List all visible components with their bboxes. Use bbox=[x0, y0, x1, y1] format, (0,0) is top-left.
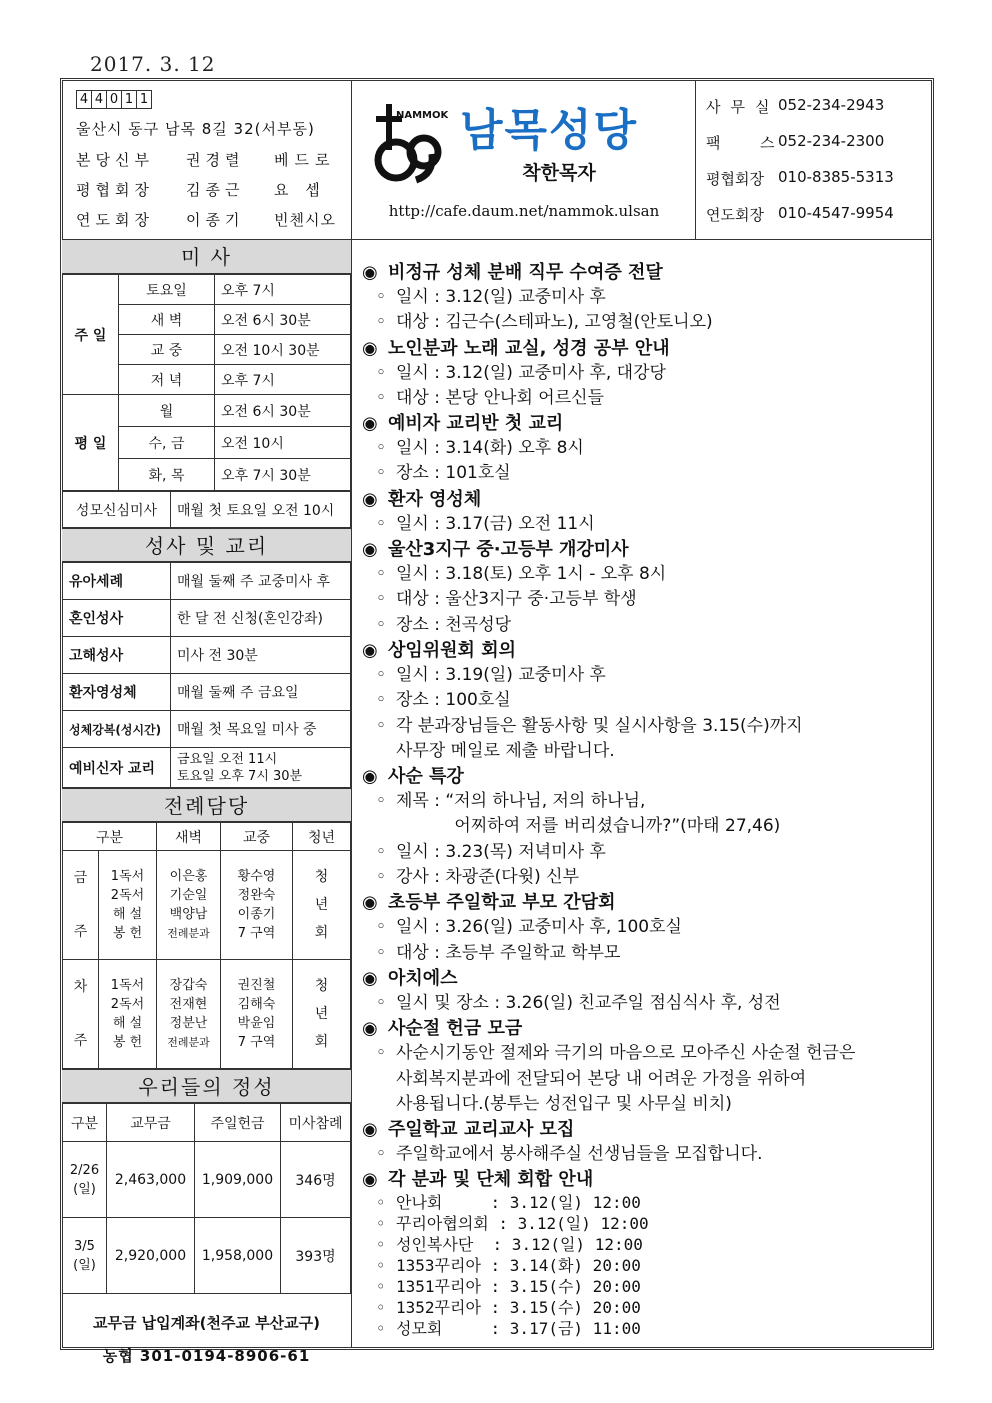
small-circle-bullet-icon: ◦ bbox=[376, 1319, 386, 1339]
meeting-item bbox=[362, 1255, 932, 1276]
motto: 착한목자 bbox=[522, 162, 596, 184]
notice-line-text: 각 분과장님들은 활동사항 및 실시사항을 3.15(수)까지 bbox=[396, 715, 803, 736]
sacrament-desc: 한 달 전 신청(혼인강좌) bbox=[171, 600, 351, 637]
liturgy-dawn bbox=[157, 960, 221, 1069]
sacrament-desc bbox=[171, 748, 351, 788]
liturgy-person: 박윤임 bbox=[237, 1016, 276, 1031]
liturgy-person: 백양남 bbox=[169, 907, 208, 922]
target-bullet-icon: ◉ bbox=[362, 488, 378, 510]
notice-title bbox=[362, 1167, 932, 1192]
notice-title-text: 주일학교 교리교사 모집 bbox=[388, 1119, 575, 1141]
contact-row bbox=[706, 204, 894, 225]
liturgy-person: 7 구역 bbox=[237, 926, 276, 941]
notice-line bbox=[362, 1041, 932, 1066]
mass-section-title: 미 사 bbox=[62, 240, 351, 274]
small-circle-bullet-icon: ◦ bbox=[376, 564, 387, 585]
sacrament-desc: 매월 둘째 주 금요일 bbox=[171, 674, 351, 711]
offering-header: 주일헌금 bbox=[195, 1104, 281, 1142]
notice-line bbox=[362, 613, 932, 638]
zip-digit: 4 bbox=[91, 90, 107, 109]
meeting-text: 성인복사단 : 3.12(일) 12:00 bbox=[396, 1235, 643, 1255]
liturgy-person: 전례분과 bbox=[167, 927, 210, 940]
notice-title-text: 예비자 교리반 첫 교리 bbox=[388, 413, 564, 435]
small-circle-bullet-icon: ◦ bbox=[376, 589, 387, 610]
small-circle-bullet-icon: ◦ bbox=[376, 841, 387, 862]
notice-title bbox=[362, 487, 932, 512]
liturgy-header: 구분 bbox=[63, 823, 157, 851]
special-mass-label: 성모신심미사 bbox=[63, 492, 171, 528]
header-contact-block bbox=[696, 80, 932, 240]
small-circle-bullet-icon: ◦ bbox=[376, 387, 387, 408]
mass-day: 화, 목 bbox=[119, 459, 215, 491]
meeting-item bbox=[362, 1297, 932, 1318]
sacrament-desc-line: 토요일 오후 7시 30분 bbox=[177, 768, 303, 784]
zip-digit: 4 bbox=[76, 90, 92, 109]
liturgy-role: 봉 헌 bbox=[112, 926, 143, 941]
notice-line-text: 일시 : 3.17(금) 오전 11시 bbox=[396, 513, 595, 534]
meeting-text: 꾸리아협의회 : 3.12(일) 12:00 bbox=[396, 1214, 649, 1234]
target-bullet-icon: ◉ bbox=[362, 337, 378, 359]
staff-baptismal: 베드로 bbox=[274, 151, 336, 169]
offering-dues: 2,463,000 bbox=[107, 1142, 195, 1218]
small-circle-bullet-icon: ◦ bbox=[376, 867, 387, 888]
offering-table bbox=[62, 1103, 351, 1294]
target-bullet-icon: ◉ bbox=[362, 262, 378, 283]
notice-title-text: 노인분과 노래 교실, 성경 공부 안내 bbox=[388, 337, 670, 359]
sunday-label: 주 일 bbox=[63, 275, 119, 395]
target-bullet-icon: ◉ bbox=[362, 539, 378, 561]
weekday-label: 평 일 bbox=[63, 395, 119, 491]
notice-line-text: 일시 : 3.18(토) 오후 1시 - 오후 8시 bbox=[396, 564, 667, 585]
notice-line bbox=[362, 865, 932, 890]
small-circle-bullet-icon: ◦ bbox=[376, 1214, 386, 1234]
contact-number: 052-234-2943 bbox=[778, 96, 885, 114]
meeting-text: 안나회 : 3.12(일) 12:00 bbox=[396, 1193, 641, 1213]
notice-title bbox=[362, 966, 932, 991]
notice-continuation: 어찌하여 저를 버리셨습니까?”(마태 27,46) bbox=[422, 816, 781, 837]
sacrament-name: 성체강복(성시간) bbox=[63, 711, 171, 748]
mass-time: 오전 10시 bbox=[215, 427, 351, 459]
zip-code bbox=[76, 90, 151, 109]
sacrament-desc: 매월 첫 목요일 미사 중 bbox=[171, 711, 351, 748]
small-circle-bullet-icon: ◦ bbox=[376, 992, 387, 1013]
notice-line bbox=[362, 714, 932, 739]
liturgy-youth-char: 년 bbox=[314, 1006, 329, 1022]
liturgy-person: 전재현 bbox=[169, 997, 208, 1012]
target-bullet-icon: ◉ bbox=[362, 1169, 378, 1191]
offering-date-value: 2/26 bbox=[69, 1162, 100, 1178]
notice-line bbox=[362, 386, 932, 411]
notice-title bbox=[362, 890, 932, 915]
liturgy-dawn bbox=[157, 851, 221, 960]
mass-table bbox=[62, 274, 351, 491]
contact-label: 사무실 bbox=[706, 98, 780, 116]
notice-line-text: 대상 : 울산3지구 중·고등부 학생 bbox=[396, 589, 637, 610]
mass-time: 오전 6시 30분 bbox=[215, 305, 351, 335]
liturgy-role: 1독서 bbox=[110, 869, 145, 884]
small-circle-bullet-icon: ◦ bbox=[376, 438, 387, 459]
sacrament-name: 환자영성체 bbox=[63, 674, 171, 711]
mass-day: 월 bbox=[119, 395, 215, 427]
offering-sunday: 1,909,000 bbox=[195, 1142, 281, 1218]
staff-row bbox=[76, 179, 326, 200]
mass-time: 오후 7시 bbox=[215, 365, 351, 395]
small-circle-bullet-icon: ◦ bbox=[376, 942, 387, 963]
liturgy-person: 김해숙 bbox=[237, 997, 276, 1012]
liturgy-person: 정분난 bbox=[169, 1016, 208, 1031]
notice-line bbox=[362, 663, 932, 688]
target-bullet-icon: ◉ bbox=[362, 1018, 378, 1040]
staff-role: 평협회장 bbox=[76, 181, 154, 199]
staff-role: 본당신부 bbox=[76, 151, 154, 169]
sacrament-name: 고해성사 bbox=[63, 637, 171, 674]
notice-title-text: 초등부 주일학교 부모 간담회 bbox=[388, 892, 616, 914]
small-circle-bullet-icon: ◦ bbox=[376, 614, 387, 635]
notice-line-text: 사순시기동안 절제와 극기의 마음으로 모아주신 사순절 헌금은 bbox=[396, 1043, 856, 1064]
small-circle-bullet-icon: ◦ bbox=[376, 664, 387, 685]
account-number: 농협 301-0194-8906-61 bbox=[102, 1347, 311, 1365]
meeting-text: 성모회 : 3.17(금) 11:00 bbox=[396, 1319, 641, 1339]
small-circle-bullet-icon: ◦ bbox=[376, 1043, 387, 1064]
mass-time: 오전 6시 30분 bbox=[215, 395, 351, 427]
small-circle-bullet-icon: ◦ bbox=[376, 1235, 386, 1255]
notice-line bbox=[362, 1142, 932, 1167]
meeting-item bbox=[362, 1276, 932, 1297]
notice-continuation: 사무장 메일로 제출 바랍니다. bbox=[396, 740, 615, 761]
staff-role: 연도회장 bbox=[76, 211, 154, 229]
notice-line bbox=[362, 562, 932, 587]
offering-date bbox=[63, 1142, 107, 1218]
special-mass-table bbox=[62, 491, 351, 528]
mass-time: 오전 10시 30분 bbox=[215, 335, 351, 365]
left-column bbox=[62, 240, 352, 1365]
notice-line-text: 제목 : “저의 하나님, 저의 하나님, bbox=[396, 791, 646, 812]
liturgy-role: 2독서 bbox=[110, 997, 145, 1012]
header-title-block bbox=[352, 80, 696, 240]
notice-line bbox=[362, 436, 932, 461]
zip-digit: 1 bbox=[136, 90, 152, 109]
meeting-item bbox=[362, 1234, 932, 1255]
notice-title-text: 사순 특강 bbox=[388, 766, 464, 788]
notice-continuation: 사회복지분과에 전달되어 본당 내 어려운 가정을 위하여 bbox=[396, 1068, 807, 1089]
liturgy-person: 정완숙 bbox=[237, 888, 276, 903]
notice-line-text: 강사 : 차광준(다윗) 신부 bbox=[396, 867, 580, 888]
liturgy-header: 새벽 bbox=[157, 823, 221, 851]
liturgy-youth-char: 청 bbox=[314, 869, 329, 885]
target-bullet-icon: ◉ bbox=[362, 967, 378, 989]
liturgy-person: 전례분과 bbox=[167, 1036, 210, 1049]
notice-line bbox=[362, 991, 932, 1016]
offering-attendance: 393명 bbox=[281, 1218, 351, 1294]
notice-title bbox=[362, 411, 932, 436]
notice-title bbox=[362, 764, 932, 789]
notice-title-text: 환자 영성체 bbox=[388, 488, 482, 510]
church-name: 남목성당 bbox=[460, 105, 639, 156]
notice-continuation: 사용됩니다.(봉투는 성전입구 및 사무실 비치) bbox=[396, 1093, 732, 1114]
liturgy-main bbox=[221, 851, 293, 960]
contact-number: 010-4547-9954 bbox=[778, 204, 894, 222]
target-bullet-icon: ◉ bbox=[362, 413, 378, 435]
special-mass-time: 매월 첫 토요일 오전 10시 bbox=[171, 492, 351, 528]
liturgy-role: 봉 헌 bbox=[112, 1035, 143, 1050]
small-circle-bullet-icon: ◦ bbox=[376, 690, 387, 711]
small-circle-bullet-icon: ◦ bbox=[376, 312, 387, 333]
small-circle-bullet-icon: ◦ bbox=[376, 1144, 387, 1165]
mass-day: 저 녁 bbox=[119, 365, 215, 395]
staff-name: 이종기 bbox=[186, 211, 245, 229]
sacrament-desc: 매월 둘째 주 교중미사 후 bbox=[171, 563, 351, 600]
notice-line bbox=[362, 688, 932, 713]
small-circle-bullet-icon: ◦ bbox=[376, 1298, 386, 1318]
small-circle-bullet-icon: ◦ bbox=[376, 917, 387, 938]
notice-line bbox=[362, 361, 932, 386]
zip-digit: 0 bbox=[106, 90, 122, 109]
notice-line bbox=[362, 512, 932, 537]
notice-line bbox=[362, 941, 932, 966]
liturgy-person: 이은홍 bbox=[169, 869, 208, 884]
notice-line bbox=[362, 310, 932, 335]
notice-line-text: 주일학교에서 봉사해주실 선생님들을 모집합니다. bbox=[396, 1144, 763, 1165]
meeting-item bbox=[362, 1213, 932, 1234]
account-title: 교무금 납입계좌(천주교 부산교구) bbox=[92, 1314, 321, 1332]
contact-label: 연도회장 bbox=[706, 206, 764, 224]
contact-label: 팩 스 bbox=[706, 134, 785, 152]
target-bullet-icon: ◉ bbox=[362, 766, 378, 788]
notice-title bbox=[362, 260, 932, 285]
liturgy-section-title: 전례담당 bbox=[62, 788, 351, 822]
notice-line-text: 대상 : 본당 안나회 어르신들 bbox=[396, 387, 604, 408]
mass-time: 오후 7시 30분 bbox=[215, 459, 351, 491]
liturgy-table bbox=[62, 822, 351, 1069]
notice-line-text: 일시 및 장소 : 3.26(일) 친교주일 점심식사 후, 성전 bbox=[396, 992, 781, 1013]
staff-baptismal: 요 셉 bbox=[274, 181, 326, 199]
meeting-item bbox=[362, 1192, 932, 1213]
notice-line bbox=[362, 840, 932, 865]
notice-title bbox=[362, 638, 932, 663]
zip-digit: 1 bbox=[121, 90, 137, 109]
address: 울산시 동구 남목 8길 32(서부동) bbox=[76, 120, 315, 138]
notice-line-text: 장소 : 100호실 bbox=[396, 690, 511, 711]
liturgy-person: 7 구역 bbox=[237, 1035, 276, 1050]
small-circle-bullet-icon: ◦ bbox=[376, 463, 387, 484]
sacrament-desc-line: 금요일 오전 11시 bbox=[177, 751, 278, 767]
small-circle-bullet-icon: ◦ bbox=[376, 1193, 386, 1213]
liturgy-week-label bbox=[63, 960, 99, 1069]
notice-line-text: 일시 : 3.12(일) 교중미사 후, 대강당 bbox=[396, 362, 666, 383]
liturgy-person: 권진철 bbox=[237, 978, 276, 993]
offering-header: 교무금 bbox=[107, 1104, 195, 1142]
small-circle-bullet-icon: ◦ bbox=[376, 287, 387, 307]
logo-text: NAMMOK bbox=[396, 110, 448, 121]
small-circle-bullet-icon: ◦ bbox=[376, 715, 387, 736]
notice-line-text: 대상 : 초등부 주일학교 학부모 bbox=[396, 942, 621, 963]
liturgy-role: 해 설 bbox=[112, 1016, 143, 1031]
staff-name: 김종근 bbox=[186, 181, 245, 199]
offering-day-value: (일) bbox=[73, 1257, 96, 1273]
liturgy-youth bbox=[293, 960, 351, 1069]
staff-name: 권경렬 bbox=[186, 151, 245, 169]
notice-line-text: 일시 : 3.14(화) 오후 8시 bbox=[396, 438, 584, 459]
staff-row bbox=[76, 209, 336, 230]
liturgy-role: 1독서 bbox=[110, 978, 145, 993]
target-bullet-icon: ◉ bbox=[362, 1119, 378, 1141]
notice-line bbox=[362, 461, 932, 486]
notice-line-text: 일시 : 3.23(목) 저녁미사 후 bbox=[396, 841, 606, 862]
offering-section-title: 우리들의 정성 bbox=[62, 1069, 351, 1103]
small-circle-bullet-icon: ◦ bbox=[376, 1277, 386, 1297]
sacrament-name: 혼인성사 bbox=[63, 600, 171, 637]
liturgy-person: 이종기 bbox=[237, 907, 276, 922]
sacrament-name: 유아세례 bbox=[63, 563, 171, 600]
contact-row bbox=[706, 96, 884, 117]
notice-line-text: 일시 : 3.19(일) 교중미사 후 bbox=[396, 664, 606, 685]
mass-time: 오후 7시 bbox=[215, 275, 351, 305]
meeting-text: 1351꾸리아 : 3.15(수) 20:00 bbox=[396, 1277, 641, 1297]
notice-line bbox=[362, 587, 932, 612]
sacrament-desc: 미사 전 30분 bbox=[171, 637, 351, 674]
notice-title-text: 아치에스 bbox=[388, 967, 458, 989]
target-bullet-icon: ◉ bbox=[362, 892, 378, 914]
liturgy-week-label-top: 금 bbox=[73, 870, 88, 886]
notices-column bbox=[362, 260, 932, 1339]
offering-day-value: (일) bbox=[73, 1181, 96, 1197]
contact-number: 052-234-2300 bbox=[778, 132, 885, 150]
notice-line-text: 장소 : 101호실 bbox=[396, 463, 511, 484]
liturgy-role: 해 설 bbox=[112, 907, 143, 922]
offering-attendance: 346명 bbox=[281, 1142, 351, 1218]
sacrament-section-title: 성사 및 교리 bbox=[62, 528, 351, 562]
contact-label: 평협회장 bbox=[706, 170, 764, 188]
liturgy-week-label-bottom: 주 bbox=[73, 924, 88, 940]
liturgy-youth-char: 회 bbox=[314, 1034, 329, 1050]
liturgy-person: 황수영 bbox=[237, 869, 276, 884]
small-circle-bullet-icon: ◦ bbox=[376, 362, 387, 383]
notice-title-text: 비정규 성체 분배 직무 수여증 전달 bbox=[388, 262, 663, 283]
sacrament-name: 예비신자 교리 bbox=[63, 748, 171, 788]
notice-title bbox=[362, 537, 932, 562]
liturgy-person: 기순일 bbox=[169, 888, 208, 903]
offering-dues: 2,920,000 bbox=[107, 1218, 195, 1294]
offering-header: 미사참례 bbox=[281, 1104, 351, 1142]
liturgy-header: 청년 bbox=[293, 823, 351, 851]
notice-line bbox=[362, 789, 932, 814]
notice-title bbox=[362, 1016, 932, 1041]
liturgy-youth-char: 년 bbox=[314, 897, 329, 913]
target-bullet-icon: ◉ bbox=[362, 639, 378, 661]
contact-row bbox=[706, 132, 884, 153]
mass-day: 수, 금 bbox=[119, 427, 215, 459]
liturgy-youth bbox=[293, 851, 351, 960]
mass-day: 교 중 bbox=[119, 335, 215, 365]
notice-title bbox=[362, 336, 932, 361]
offering-date bbox=[63, 1218, 107, 1294]
offering-sunday: 1,958,000 bbox=[195, 1218, 281, 1294]
mass-day: 새 벽 bbox=[119, 305, 215, 335]
liturgy-role: 2독서 bbox=[110, 888, 145, 903]
cafe-url[interactable]: http://cafe.daum.net/nammok.ulsan bbox=[388, 202, 660, 220]
small-circle-bullet-icon: ◦ bbox=[376, 1256, 386, 1276]
offering-date-value: 3/5 bbox=[74, 1238, 95, 1254]
contact-row bbox=[706, 168, 894, 189]
header-address-block bbox=[62, 80, 352, 240]
contact-number: 010-8385-5313 bbox=[778, 168, 894, 186]
liturgy-week-label-top: 차 bbox=[73, 979, 88, 995]
notice-line-text: 일시 : 3.26(일) 교중미사 후, 100호실 bbox=[396, 917, 682, 938]
liturgy-week-label bbox=[63, 851, 99, 960]
liturgy-person: 장갑숙 bbox=[169, 978, 208, 993]
notice-line-text: 장소 : 천곡성당 bbox=[396, 614, 512, 635]
notice-title bbox=[362, 1117, 932, 1142]
notice-title-text: 울산3지구 중·고등부 개강미사 bbox=[388, 539, 629, 561]
notice-title-text: 각 분과 및 단체 회합 안내 bbox=[388, 1169, 594, 1191]
meeting-item bbox=[362, 1318, 932, 1339]
notice-title-text: 사순절 헌금 모금 bbox=[388, 1018, 523, 1040]
meeting-text: 1352꾸리아 : 3.15(수) 20:00 bbox=[396, 1298, 641, 1318]
liturgy-youth-char: 회 bbox=[314, 925, 329, 941]
liturgy-header: 교중 bbox=[221, 823, 293, 851]
small-circle-bullet-icon: ◦ bbox=[376, 513, 387, 534]
meeting-text: 1353꾸리아 : 3.14(화) 20:00 bbox=[396, 1256, 641, 1276]
liturgy-youth-char: 청 bbox=[314, 978, 329, 994]
staff-row bbox=[76, 149, 335, 170]
liturgy-roles bbox=[99, 960, 157, 1069]
notice-line bbox=[362, 915, 932, 940]
notice-line-text: 대상 : 김근수(스테파노), 고영철(안토니오) bbox=[396, 312, 713, 333]
notice-line-text: 일시 : 3.12(일) 교중미사 후 bbox=[396, 287, 606, 307]
offering-header: 구분 bbox=[63, 1104, 107, 1142]
liturgy-main bbox=[221, 960, 293, 1069]
liturgy-week-label-bottom: 주 bbox=[73, 1033, 88, 1049]
staff-baptismal: 빈첸시오 bbox=[274, 211, 336, 229]
notice-line bbox=[362, 285, 932, 310]
small-circle-bullet-icon: ◦ bbox=[376, 791, 387, 812]
sacrament-table bbox=[62, 562, 351, 788]
notice-title-text: 상임위원회 회의 bbox=[388, 639, 516, 661]
liturgy-roles bbox=[99, 851, 157, 960]
mass-day: 토요일 bbox=[119, 275, 215, 305]
issue-date: 2017. 3. 12 bbox=[90, 52, 216, 76]
